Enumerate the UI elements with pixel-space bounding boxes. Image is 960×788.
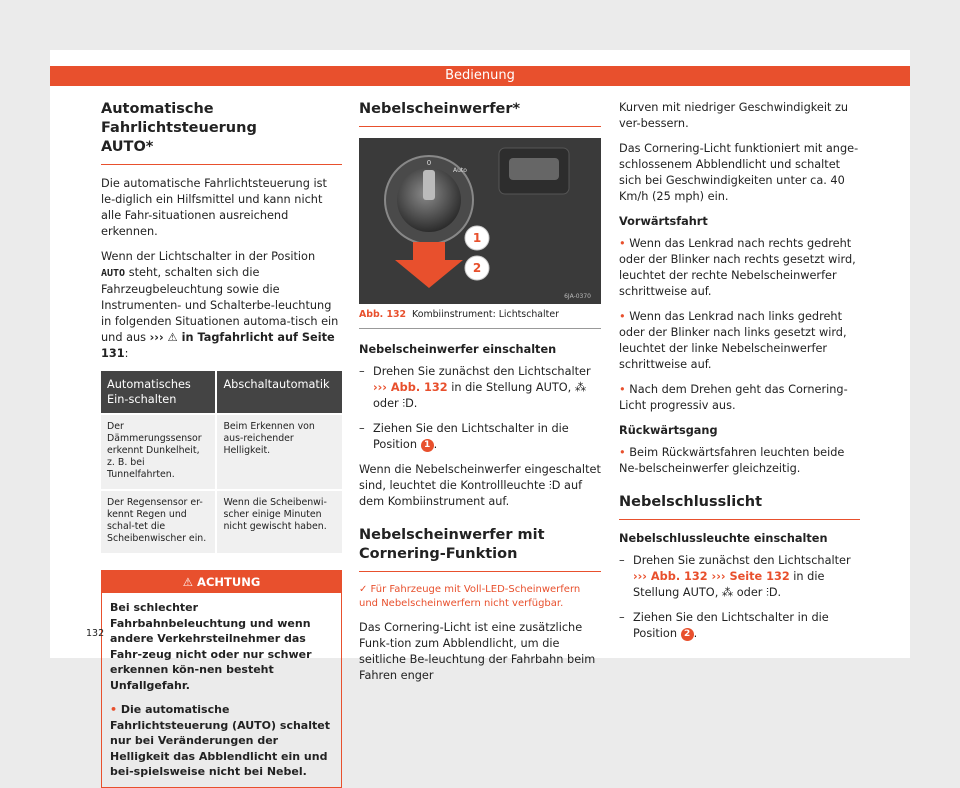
warning-bullet: Die automatische Fahrlichtsteuerung (AUTO) schaltet nur bei Veränderungen der Helligkeit das Abblendlicht ein und bei-spielsweise nicht bei Nebel. — [110, 703, 330, 778]
table-row — [101, 414, 342, 490]
table-header: Automatisches Ein-schalten — [101, 371, 216, 414]
link-tagfahrlicht[interactable]: ››› ⚠ in Tagfahrlicht auf Seite 131 — [101, 331, 335, 360]
table-cell: Der Regensensor er-kennt Regen und schal-tet die Scheibenwischer ein. — [101, 490, 216, 553]
svg-text:Auto: Auto — [453, 167, 467, 174]
bullet-item: • Beim Rückwärtsfahren leuchten beide Ne-belscheinwerfer gleichzeitig. — [619, 446, 845, 475]
warning-box — [101, 570, 342, 788]
subheading-reverse: Rückwärtsgang — [619, 424, 718, 437]
figure-caption — [359, 304, 601, 329]
auto-light-table — [101, 371, 342, 553]
table-cell: Der Dämmerungssensor erkennt Dunkelheit, z. B. bei Tunnelfahrten. — [101, 414, 216, 490]
heading-auto-light: Automatische Fahrlichtsteuerung — [101, 101, 257, 136]
bullet-icon: • — [110, 703, 121, 716]
column-cornering-rear-fog — [619, 100, 860, 651]
column-fog-lights — [359, 100, 601, 693]
step-item: – Ziehen Sie den Lichtschalter in die Position 1 . — [359, 421, 601, 453]
light-switch-figure — [359, 138, 601, 304]
figure-caption-text: Kombiinstrument: Lichtschalter — [412, 309, 559, 320]
fog-indicator-paragraph: Wenn die Nebelscheinwerfer eingeschaltet sind, leuchtet die Kontrollleuchte ⫶D auf dem Kombiinstrument auf. — [359, 463, 601, 508]
position-2-badge: 2 — [681, 628, 694, 641]
position-paragraph: Wenn der Lichtschalter in der Position AUTO steht, schalten sich die Fahrzeugbeleuchtung sowie die Instrumenten- und Schalterbe-leuchtung in folgenden Situationen automa-tisch ein und aus ››› ⚠ in Tagfahrlicht auf Seite 131: — [101, 250, 339, 360]
page-number: 132 — [86, 628, 105, 639]
heading-auto-symbol: AUTO* — [101, 139, 154, 155]
subheading-rear-fog-on: Nebelschlussleuchte einschalten — [619, 532, 828, 545]
svg-text:6JA-0370: 6JA-0370 — [564, 293, 591, 300]
table-cell: Beim Erkennen von aus-reichender Helligkeit. — [216, 414, 342, 490]
table-row — [101, 490, 342, 553]
bullet-item: • Wenn das Lenkrad nach links gedreht oder der Blinker nach links gesetzt wird, leuchtet der linke Nebelscheinwerfer schrittweise auf. — [619, 310, 847, 371]
svg-text:2: 2 — [472, 261, 482, 275]
light-switch-illustration — [359, 138, 601, 304]
svg-text:1: 1 — [472, 231, 482, 245]
step-item: – Drehen Sie zunächst den Lichtschalter ››› Abb. 132 in die Stellung AUTO, ⁂ oder ⫶D. — [359, 364, 601, 412]
table-cell: Wenn die Scheibenwi-scher einige Minuten nicht gewischt haben. — [216, 490, 342, 553]
svg-text:0: 0 — [426, 159, 432, 167]
step-item: – Ziehen Sie den Lichtschalter in die Position 2 . — [619, 610, 860, 642]
subheading-forward: Vorwärtsfahrt — [619, 215, 708, 228]
auto-symbol: AUTO — [101, 268, 126, 279]
cornering-paragraph: Das Cornering-Licht ist eine zusätzliche Funk-tion zum Abblendlicht, um die seitliche Be-leuchtung der Fahrbahn beim Fahren enger — [359, 621, 596, 682]
heading-fog-lights: Nebelscheinwerfer* — [359, 101, 521, 117]
table-header: Abschaltautomatik — [216, 371, 342, 414]
column-auto-light — [101, 100, 342, 788]
continued-paragraph: Kurven mit niedriger Geschwindigkeit zu ver-bessern. — [619, 101, 849, 130]
step-item: – Drehen Sie zunächst den Lichtschalter ››› Abb. 132 ››› Seite 132 in die Stellung AUTO, ⁂ oder ⫶D. — [619, 553, 860, 601]
section-header: Bedienung — [50, 66, 910, 86]
heading-rear-fog: Nebelschlusslicht — [619, 494, 763, 510]
heading-cornering: Nebelscheinwerfer mit Cornering-Funktion — [359, 527, 545, 562]
subheading-fog-on: Nebelscheinwerfer einschalten — [359, 343, 557, 356]
link-abb-132-seite[interactable]: ››› Abb. 132 ››› Seite 132 — [633, 570, 790, 583]
bullet-item: • Wenn das Lenkrad nach rechts gedreht oder der Blinker nach rechts gesetzt wird, leuchtet der rechte Nebelscheinwerfer schrittweise auf. — [619, 237, 856, 298]
position-1-badge: 1 — [421, 439, 434, 452]
intro-paragraph: Die automatische Fahrlichtsteuerung ist le-diglich ein Hilfsmittel und kann nicht alle Fahr-situationen ausreichend erkennen. — [101, 177, 327, 238]
warning-title: ⚠ ACHTUNG — [102, 571, 341, 593]
link-abb-132[interactable]: ››› Abb. 132 — [373, 381, 448, 394]
heading-block — [101, 100, 342, 165]
figure-label: Abb. 132 — [359, 309, 407, 320]
availability-note: ✓ Für Fahrzeuge mit Voll-LED-Scheinwerfern und Nebelscheinwerfern nicht verfügbar. — [359, 584, 581, 609]
warning-text: Bei schlechter Fahrbahnbeleuchtung und wenn andere Verkehrsteilnehmer das Fahr-zeug nicht oder nur schwer erkennen kön-nen besteht Unfallgefahr. — [110, 601, 312, 692]
cornering-function-paragraph: Das Cornering-Licht funktioniert mit ange-schlossenem Abblendlicht und schaltet sich bei Geschwindigkeiten unter ca. 40 Km/h (25 mph) ein. — [619, 142, 859, 203]
bullet-item: • Nach dem Drehen geht das Cornering-Licht progressiv aus. — [619, 383, 848, 412]
